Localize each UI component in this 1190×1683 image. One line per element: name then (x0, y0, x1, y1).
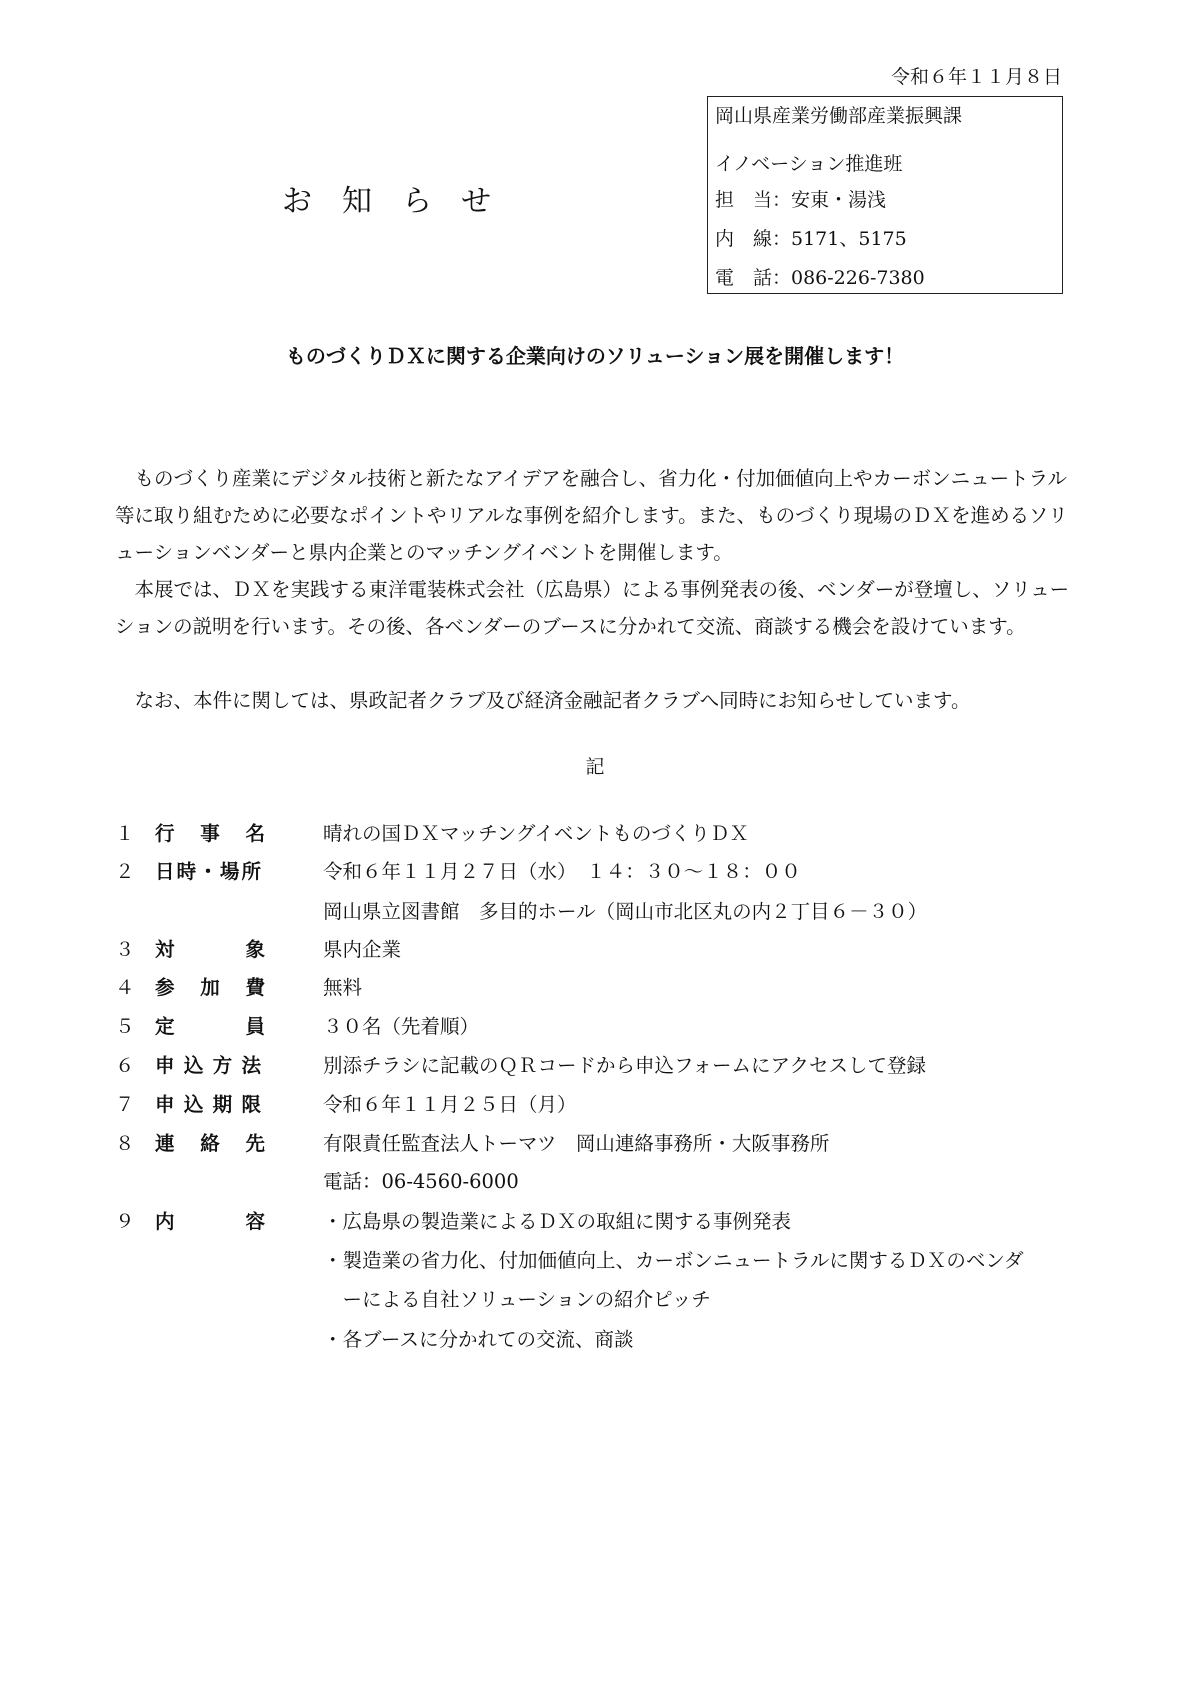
item-value: ３０名（先着順） (323, 1015, 480, 1038)
item-number: ３ (115, 938, 135, 961)
item-number: ９ (115, 1210, 135, 1233)
item-value-continuation: ・製造業の省力化、付加価値向上、カーボンニュートラルに関するＤＸのベンダ (323, 1249, 1024, 1272)
contact-phone: 電 話：086-226-7380 (715, 267, 925, 289)
item-label: 行 事 名 (155, 822, 265, 845)
item-value-continuation: 岡山県立図書館 多目的ホール（岡山市北区丸の内２丁目６－３０） (323, 900, 928, 923)
item-label: 申 込 方 法 (155, 1054, 261, 1077)
body-paragraph-1: ものづくり産業にデジタル技術と新たなアイデアを融合し、省力化・付加価値向上やカーボンニュートラル等に取り組むために必要なポイントやリアルな事例を紹介します。また、ものづくり現場のＤＸを進めるソリューションベンダーと県内企業とのマッチングイベントを開催します。 (115, 467, 1068, 564)
ki-marker: 記 (585, 756, 605, 778)
item-label: 連 絡 先 (155, 1132, 265, 1155)
item-number: ７ (115, 1093, 135, 1116)
item-label: 申 込 期 限 (155, 1093, 261, 1116)
page-title: お知らせ (282, 184, 522, 219)
body-paragraph-2: 本展では、ＤＸを実践する東洋電装株式会社（広島県）による事例発表の後、ベンダーが登壇し、ソリューションの説明を行います。その後、各ベンダーのブースに分かれて交流、商談する機会を設けています。 (115, 578, 1070, 638)
item-number: ６ (115, 1054, 135, 1077)
item-number: ２ (115, 860, 135, 883)
item-value: 晴れの国ＤＸマッチングイベントものづくりＤＸ (323, 822, 749, 845)
contact-info-box (707, 96, 1063, 294)
item-number: ８ (115, 1132, 135, 1155)
item-label: 対 象 (155, 938, 265, 961)
notice-date: 令和６年１１月８日 (890, 66, 1062, 88)
body-paragraph-3: なお、本件に関しては、県政記者クラブ及び経済金融記者クラブへ同時にお知らせしています。 (134, 689, 971, 712)
item-value: 県内企業 (323, 938, 402, 961)
contact-department: 岡山県産業労働部産業振興課 (715, 105, 963, 127)
item-label: 内 容 (155, 1210, 265, 1233)
item-value-continuation: 電話：06-4560-6000 (323, 1170, 519, 1193)
item-value: 令和６年１１月２７日（水） １４：３０～１８：００ (323, 860, 801, 883)
item-label: 参 加 費 (155, 976, 265, 999)
item-value: 有限責任監査法人トーマツ 岡山連絡事務所・大阪事務所 (323, 1132, 830, 1155)
item-value: 別添チラシに記載のＱＲコードから申込フォームにアクセスして登録 (323, 1054, 926, 1077)
item-value-continuation: ・各ブースに分かれての交流、商談 (323, 1328, 634, 1351)
contact-extension: 内 線：5171、5175 (715, 228, 907, 250)
item-value: 無料 (323, 976, 363, 999)
item-value-continuation: ーによる自社ソリューションの紹介ピッチ (323, 1288, 711, 1311)
item-label: 日 時 ・ 場 所 (155, 860, 261, 883)
item-number: １ (115, 822, 135, 845)
item-value: ・広島県の製造業によるＤＸの取組に関する事例発表 (323, 1210, 792, 1233)
contact-team: イノベーション推進班 (715, 153, 903, 175)
contact-person: 担 当：安東・湯浅 (715, 189, 887, 211)
headline: ものづくりＤＸに関する企業向けのソリューション展を開催します！ (285, 344, 905, 368)
item-number: ５ (115, 1015, 135, 1038)
item-value: 令和６年１１月２５日（月） (323, 1093, 577, 1116)
item-number: ４ (115, 976, 135, 999)
item-label: 定 員 (155, 1015, 265, 1038)
